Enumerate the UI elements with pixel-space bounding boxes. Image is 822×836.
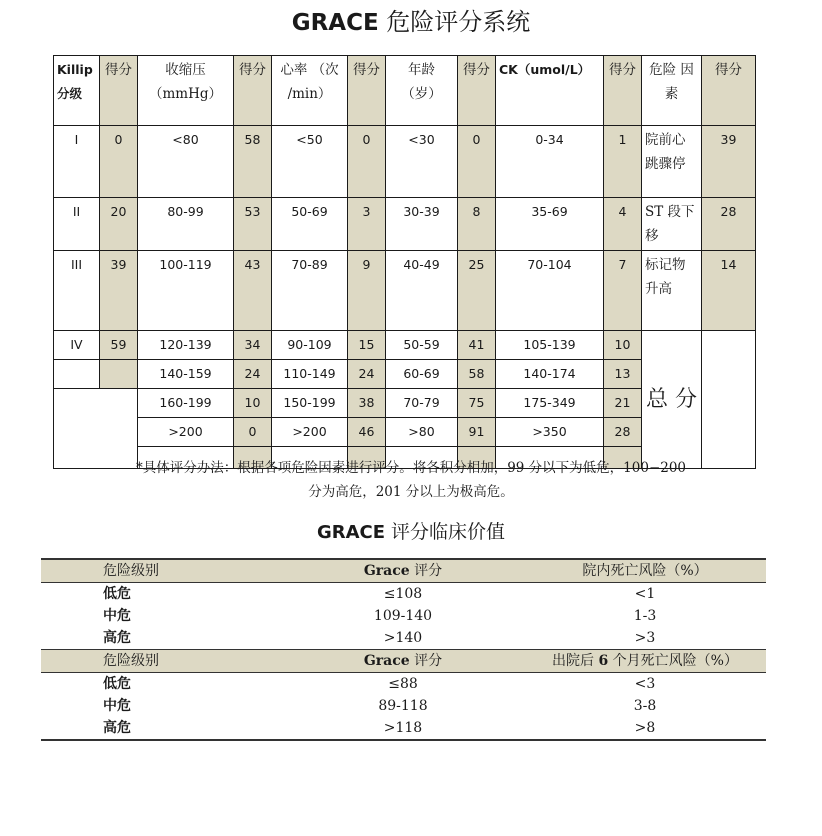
table-row: [41, 695, 766, 717]
ck-points: 7: [604, 251, 642, 331]
table-row: [41, 673, 766, 696]
sbp-points: 24: [234, 360, 272, 389]
risk-factor: ST 段下移: [642, 198, 702, 251]
age-range: 60-69: [386, 360, 458, 389]
ck-range: 175-349: [496, 389, 604, 418]
grace-score-range: >118: [282, 717, 524, 740]
risk-level: 高危: [103, 630, 131, 646]
header-risk-factor: 危险 因素: [642, 56, 702, 126]
ck-points: 10: [604, 331, 642, 360]
sbp-points: 34: [234, 331, 272, 360]
ck-points: 21: [604, 389, 642, 418]
age-points: 8: [458, 198, 496, 251]
sbp-range: 100-119: [138, 251, 234, 331]
sbp-range: 80-99: [138, 198, 234, 251]
age-points: 91: [458, 418, 496, 447]
hr-range: >200: [272, 418, 348, 447]
hr-points: 0: [348, 126, 386, 198]
mortality-risk: 3-8: [633, 698, 657, 714]
age-points: 41: [458, 331, 496, 360]
age-points: 75: [458, 389, 496, 418]
sbp-range: 120-139: [138, 331, 234, 360]
table-row: [54, 251, 756, 331]
header-6month-mortality: 出院后 6 个月死亡风险（%）: [524, 650, 766, 673]
hr-points: 24: [348, 360, 386, 389]
grace-header-row: [54, 56, 756, 126]
killip-points: 39: [100, 251, 138, 331]
sbp-range: >200: [138, 418, 234, 447]
header-points: 得分: [458, 56, 496, 126]
header-points: 得分: [702, 56, 756, 126]
total-score-cell: [702, 331, 756, 469]
ck-range: 140-174: [496, 360, 604, 389]
sbp-range: <80: [138, 126, 234, 198]
sbp-points: 0: [234, 418, 272, 447]
table-row: [54, 331, 756, 360]
age-points: 25: [458, 251, 496, 331]
total-score-label: 总 分: [642, 331, 702, 469]
hr-range: 110-149: [272, 360, 348, 389]
hr-points: 15: [348, 331, 386, 360]
hr-points: 3: [348, 198, 386, 251]
table-row: [54, 198, 756, 251]
age-range: >80: [386, 418, 458, 447]
table-row: [41, 605, 766, 627]
hr-range: 90-109: [272, 331, 348, 360]
hr-range: 150-199: [272, 389, 348, 418]
ck-range: 0-34: [496, 126, 604, 198]
grace-score-range: >140: [383, 630, 423, 646]
mortality-risk: <1: [634, 586, 656, 602]
header-heart-rate: 心率 （次 /min）: [272, 56, 348, 126]
risk-level: 中危: [103, 608, 131, 624]
killip-class: III: [54, 251, 100, 331]
killip-class: I: [54, 126, 100, 198]
sbp-points: 10: [234, 389, 272, 418]
mortality-risk: >3: [634, 630, 656, 646]
header-systolic-bp: 收缩压 （mmHg）: [138, 56, 234, 126]
table-row: [41, 717, 766, 740]
grace-score-range: 109-140: [373, 608, 433, 624]
header-points: 得分: [234, 56, 272, 126]
empty-cell: [54, 360, 100, 389]
age-range: 70-79: [386, 389, 458, 418]
grace-score-range: ≤108: [383, 586, 423, 602]
header-inhospital-mortality: 院内死亡风险（%）: [524, 559, 766, 583]
risk-level: 高危: [41, 717, 282, 740]
table-row: [41, 627, 766, 650]
risk-factor: 标记物升高: [642, 251, 702, 331]
ck-range: >350: [496, 418, 604, 447]
risk-points: 39: [702, 126, 756, 198]
age-points: 58: [458, 360, 496, 389]
hr-range: 50-69: [272, 198, 348, 251]
age-range: <30: [386, 126, 458, 198]
scoring-note: *具体评分办法：根据各项危险因素进行评分。将各积分相加，99 分以下为低危，100−200 分为高危，201 分以上为极高危。: [135, 460, 687, 500]
age-range: 40-49: [386, 251, 458, 331]
ck-points: 13: [604, 360, 642, 389]
sbp-range: 140-159: [138, 360, 234, 389]
sbp-points: 43: [234, 251, 272, 331]
age-points: 0: [458, 126, 496, 198]
clinical-value-title: GRACE 评分临床价值: [316, 521, 506, 543]
header-risk-level: 危险级别: [41, 559, 282, 583]
sbp-points: 58: [234, 126, 272, 198]
ck-range: 70-104: [496, 251, 604, 331]
header-points: 得分: [100, 56, 138, 126]
risk-level: 低危: [103, 586, 131, 602]
hr-range: <50: [272, 126, 348, 198]
ck-points: 1: [604, 126, 642, 198]
table-row: [41, 583, 766, 606]
killip-class: IV: [54, 331, 100, 360]
header-grace-score: Grace 评分: [282, 559, 524, 583]
grace-score-table: [53, 55, 756, 469]
mortality-risk: 1-3: [633, 608, 657, 624]
ck-range: 35-69: [496, 198, 604, 251]
header-age: 年龄 （岁）: [386, 56, 458, 126]
header-points: 得分: [604, 56, 642, 126]
killip-class: II: [54, 198, 100, 251]
age-range: 50-59: [386, 331, 458, 360]
grace-score-range: 89-118: [378, 698, 428, 714]
ck-range: 105-139: [496, 331, 604, 360]
hr-range: 70-89: [272, 251, 348, 331]
clinical-header-row: [41, 559, 766, 583]
risk-level: 低危: [103, 676, 131, 692]
header-risk-level: 危险级别: [41, 650, 282, 673]
table-row: [54, 126, 756, 198]
killip-points: 0: [100, 126, 138, 198]
header-grace-score: Grace 评分: [282, 650, 524, 673]
killip-points: 20: [100, 198, 138, 251]
hr-points: 46: [348, 418, 386, 447]
risk-factor: 院前心跳骤停: [642, 126, 702, 198]
mortality-risk: >8: [524, 717, 766, 740]
hr-points: 9: [348, 251, 386, 331]
header-killip: Killip 分级: [54, 56, 100, 126]
empty-cell: [100, 360, 138, 389]
hr-points: 38: [348, 389, 386, 418]
header-ck: CK（umol/L）: [496, 56, 604, 126]
risk-level: 中危: [103, 698, 131, 714]
risk-points: 14: [702, 251, 756, 331]
ck-points: 4: [604, 198, 642, 251]
clinical-header-row: [41, 650, 766, 673]
killip-points: 59: [100, 331, 138, 360]
mortality-risk: <3: [634, 676, 656, 692]
grace-score-range: ≤88: [388, 676, 418, 692]
header-points: 得分: [348, 56, 386, 126]
sbp-range: 160-199: [138, 389, 234, 418]
sbp-points: 53: [234, 198, 272, 251]
risk-points: 28: [702, 198, 756, 251]
page-title: GRACE 危险评分系统: [291, 8, 531, 36]
ck-points: 28: [604, 418, 642, 447]
clinical-value-table: [41, 558, 766, 741]
age-range: 30-39: [386, 198, 458, 251]
